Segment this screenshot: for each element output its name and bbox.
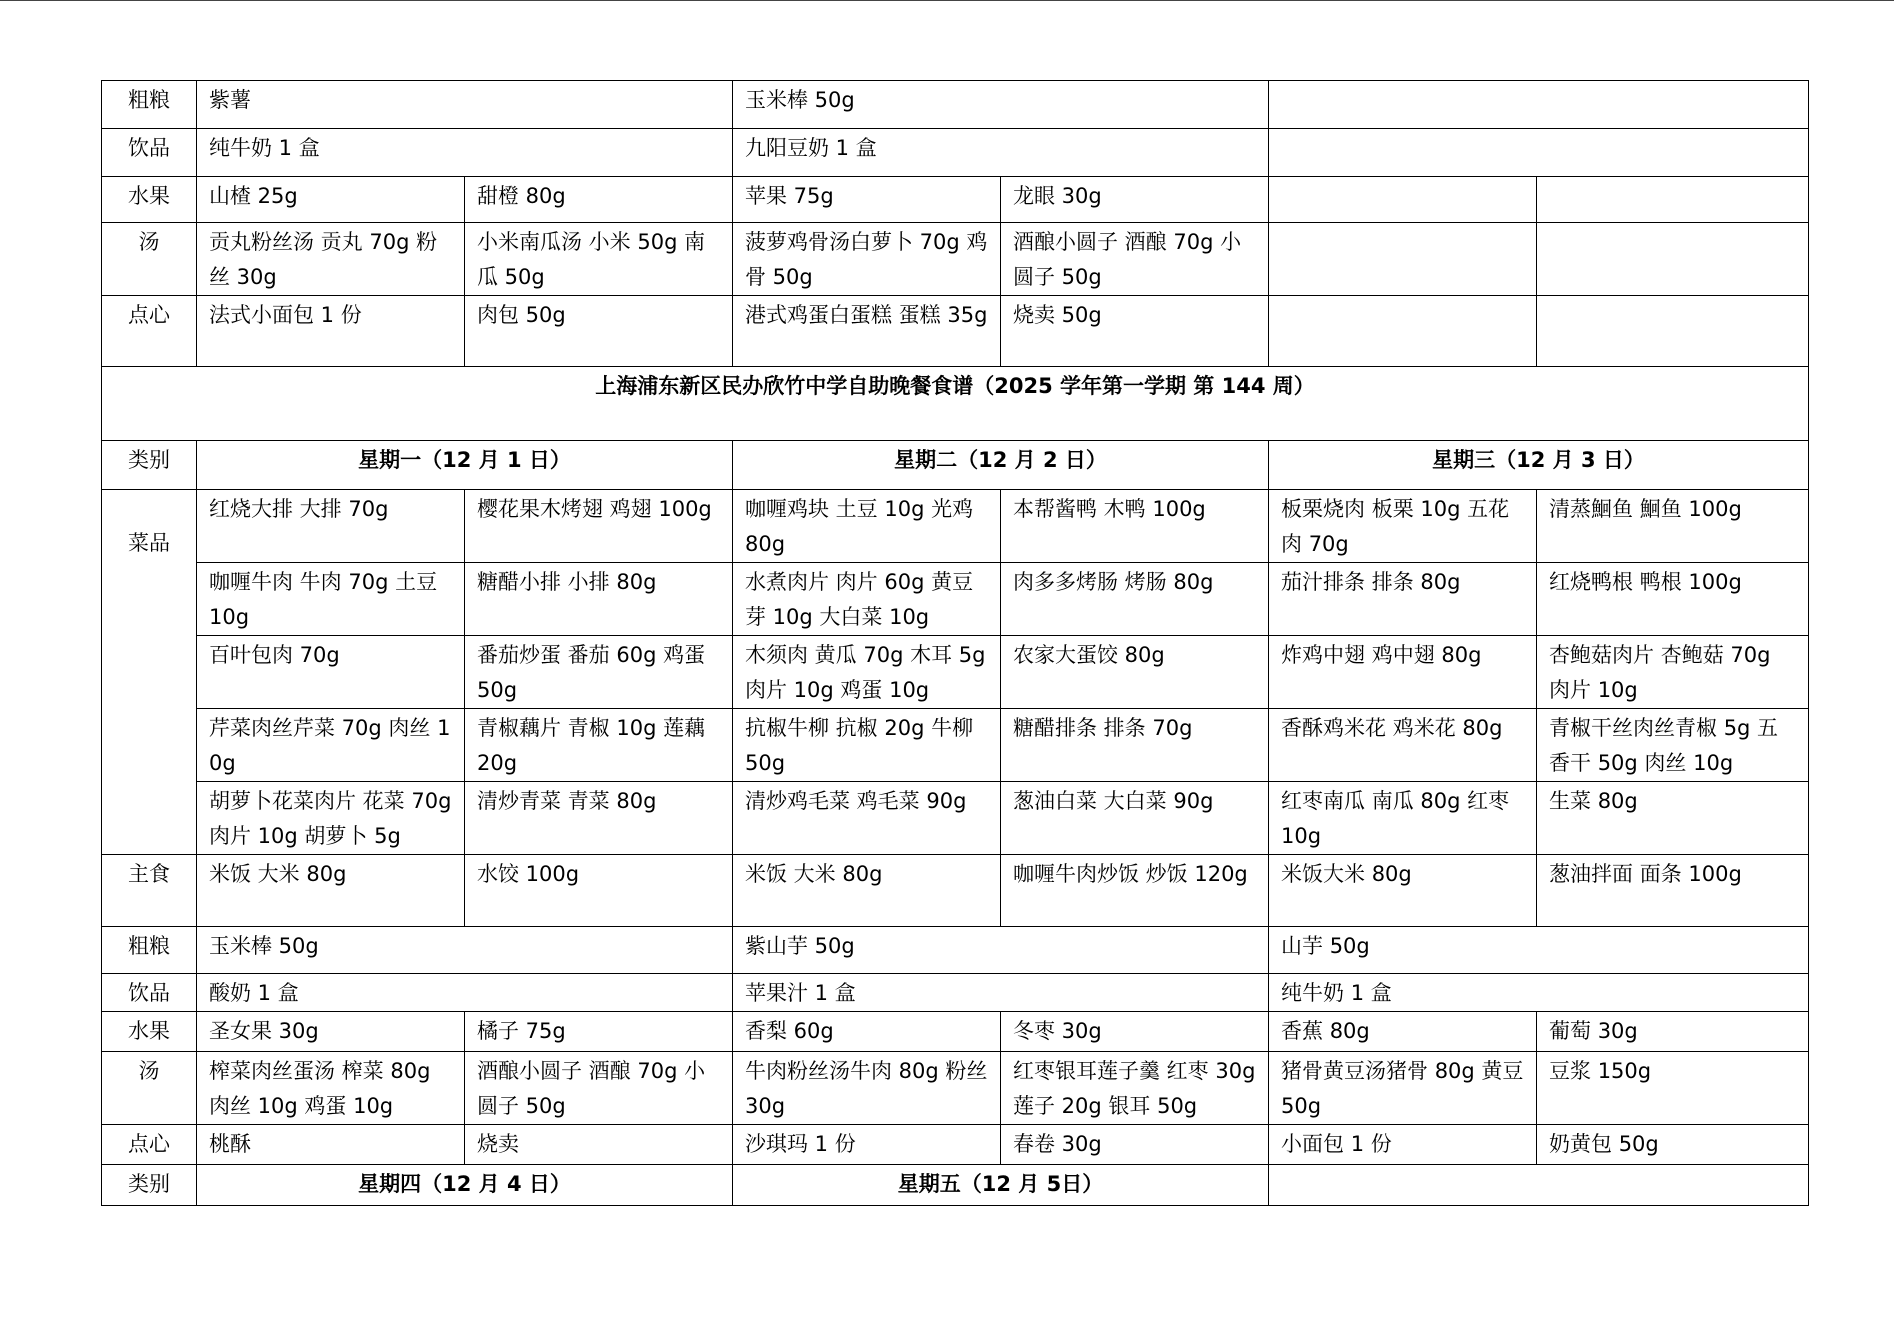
menu-table xyxy=(101,80,1809,1206)
menu-title: 上海浦东新区民办欣竹中学自助晚餐食谱（2025 学年第一学期 第 144 周） xyxy=(102,367,1809,441)
menu-cell: 菠萝鸡骨汤白萝卜 70g 鸡骨 50g xyxy=(733,223,1001,296)
top-snack-row xyxy=(102,296,1809,367)
category-label: 点心 xyxy=(102,296,197,367)
menu-cell: 紫薯 xyxy=(197,81,733,129)
menu-cell: 玉米棒 50g xyxy=(733,81,1269,129)
menu-cell: 芹菜肉丝芹菜 70g 肉丝 10g xyxy=(197,709,465,782)
menu-cell xyxy=(1537,296,1809,367)
menu-cell: 农家大蛋饺 80g xyxy=(1001,636,1269,709)
day-header-tuesday: 星期二（12 月 2 日） xyxy=(733,441,1269,490)
menu-cell: 青椒干丝肉丝青椒 5g 五香干 50g 肉丝 10g xyxy=(1537,709,1809,782)
day-header-friday: 星期五（12 月 5日） xyxy=(733,1165,1269,1206)
menu-cell: 抗椒牛柳 抗椒 20g 牛柳 50g xyxy=(733,709,1001,782)
menu-cell xyxy=(1537,177,1809,223)
category-label: 粗粮 xyxy=(102,81,197,129)
top-drink-row xyxy=(102,129,1809,177)
menu-cell xyxy=(1269,1165,1809,1206)
category-label: 粗粮 xyxy=(102,927,197,974)
dish-row xyxy=(102,636,1809,709)
menu-cell: 胡萝卜花菜肉片 花菜 70g 肉片 10g 胡萝卜 5g xyxy=(197,782,465,855)
menu-cell: 紫山芋 50g xyxy=(733,927,1269,974)
category-label: 水果 xyxy=(102,177,197,223)
menu-cell: 水煮肉片 肉片 60g 黄豆芽 10g 大白菜 10g xyxy=(733,563,1001,636)
menu-cell: 茄汁排条 排条 80g xyxy=(1269,563,1537,636)
menu-cell: 山楂 25g xyxy=(197,177,465,223)
menu-cell: 香蕉 80g xyxy=(1269,1012,1537,1052)
menu-cell: 肉包 50g xyxy=(465,296,733,367)
menu-cell: 纯牛奶 1 盒 xyxy=(197,129,733,177)
dish-row xyxy=(102,563,1809,636)
menu-cell: 葱油白菜 大白菜 90g xyxy=(1001,782,1269,855)
menu-cell xyxy=(1269,129,1809,177)
menu-cell: 小米南瓜汤 小米 50g 南瓜 50g xyxy=(465,223,733,296)
menu-cell: 清蒸鮰鱼 鮰鱼 100g xyxy=(1537,490,1809,563)
menu-cell: 清炒鸡毛菜 鸡毛菜 90g xyxy=(733,782,1001,855)
menu-cell: 奶黄包 50g xyxy=(1537,1125,1809,1165)
menu-cell: 咖喱牛肉炒饭 炒饭 120g xyxy=(1001,855,1269,927)
menu-cell: 糖醋排条 排条 70g xyxy=(1001,709,1269,782)
menu-cell: 贡丸粉丝汤 贡丸 70g 粉丝 30g xyxy=(197,223,465,296)
menu-cell: 香梨 60g xyxy=(733,1012,1001,1052)
menu-cell xyxy=(1537,223,1809,296)
header-row xyxy=(102,441,1809,490)
day-header-wednesday: 星期三（12 月 3 日） xyxy=(1269,441,1809,490)
category-label: 点心 xyxy=(102,1125,197,1165)
top-soup-row xyxy=(102,223,1809,296)
menu-cell: 番茄炒蛋 番茄 60g 鸡蛋 50g xyxy=(465,636,733,709)
category-label: 饮品 xyxy=(102,974,197,1012)
menu-cell: 烧卖 50g xyxy=(1001,296,1269,367)
dish-row xyxy=(102,782,1809,855)
menu-cell: 玉米棒 50g xyxy=(197,927,733,974)
menu-cell xyxy=(1269,223,1537,296)
category-label: 饮品 xyxy=(102,129,197,177)
menu-cell: 猪骨黄豆汤猪骨 80g 黄豆 50g xyxy=(1269,1052,1537,1125)
menu-cell: 酸奶 1 盒 xyxy=(197,974,733,1012)
menu-cell: 龙眼 30g xyxy=(1001,177,1269,223)
snack-row xyxy=(102,1125,1809,1165)
staple-row xyxy=(102,855,1809,927)
category-label: 汤 xyxy=(102,1052,197,1125)
menu-cell: 米饭 大米 80g xyxy=(733,855,1001,927)
menu-cell: 米饭大米 80g xyxy=(1269,855,1537,927)
menu-cell: 红烧大排 大排 70g xyxy=(197,490,465,563)
menu-cell: 水饺 100g xyxy=(465,855,733,927)
menu-cell: 肉多多烤肠 烤肠 80g xyxy=(1001,563,1269,636)
menu-cell: 糖醋小排 小排 80g xyxy=(465,563,733,636)
menu-cell: 板栗烧肉 板栗 10g 五花肉 70g xyxy=(1269,490,1537,563)
menu-cell: 清炒青菜 青菜 80g xyxy=(465,782,733,855)
menu-cell: 百叶包肉 70g xyxy=(197,636,465,709)
category-header: 类别 xyxy=(102,441,197,490)
menu-cell xyxy=(1269,296,1537,367)
menu-cell: 纯牛奶 1 盒 xyxy=(1269,974,1809,1012)
menu-cell: 橘子 75g xyxy=(465,1012,733,1052)
category-header: 类别 xyxy=(102,1165,197,1206)
menu-cell: 青椒藕片 青椒 10g 莲藕 20g xyxy=(465,709,733,782)
menu-cell: 沙琪玛 1 份 xyxy=(733,1125,1001,1165)
menu-cell: 小面包 1 份 xyxy=(1269,1125,1537,1165)
menu-cell: 冬枣 30g xyxy=(1001,1012,1269,1052)
drink-row xyxy=(102,974,1809,1012)
menu-cell: 桃酥 xyxy=(197,1125,465,1165)
menu-cell: 红枣南瓜 南瓜 80g 红枣 10g xyxy=(1269,782,1537,855)
fruit-row xyxy=(102,1012,1809,1052)
menu-cell: 豆浆 150g xyxy=(1537,1052,1809,1125)
day-header-monday: 星期一（12 月 1 日） xyxy=(197,441,733,490)
menu-cell: 咖喱鸡块 土豆 10g 光鸡 80g xyxy=(733,490,1001,563)
category-label: 水果 xyxy=(102,1012,197,1052)
category-label: 汤 xyxy=(102,223,197,296)
menu-cell xyxy=(1269,81,1809,129)
menu-cell: 圣女果 30g xyxy=(197,1012,465,1052)
menu-cell: 九阳豆奶 1 盒 xyxy=(733,129,1269,177)
menu-cell: 牛肉粉丝汤牛肉 80g 粉丝 30g xyxy=(733,1052,1001,1125)
grain-row xyxy=(102,927,1809,974)
menu-cell: 红烧鸭根 鸭根 100g xyxy=(1537,563,1809,636)
top-fruit-row xyxy=(102,177,1809,223)
menu-cell: 苹果 75g xyxy=(733,177,1001,223)
menu-cell: 烧卖 xyxy=(465,1125,733,1165)
menu-cell: 咖喱牛肉 牛肉 70g 土豆 10g xyxy=(197,563,465,636)
category-label: 主食 xyxy=(102,855,197,927)
footer-header-row xyxy=(102,1165,1809,1206)
menu-cell: 酒酿小圆子 酒酿 70g 小圆子 50g xyxy=(465,1052,733,1125)
menu-cell: 酒酿小圆子 酒酿 70g 小圆子 50g xyxy=(1001,223,1269,296)
soup-row xyxy=(102,1052,1809,1125)
menu-cell: 山芋 50g xyxy=(1269,927,1809,974)
menu-cell: 本帮酱鸭 木鸭 100g xyxy=(1001,490,1269,563)
menu-cell xyxy=(1269,177,1537,223)
menu-cell: 港式鸡蛋白蛋糕 蛋糕 35g xyxy=(733,296,1001,367)
menu-cell: 米饭 大米 80g xyxy=(197,855,465,927)
menu-cell: 葱油拌面 面条 100g xyxy=(1537,855,1809,927)
menu-cell: 炸鸡中翅 鸡中翅 80g xyxy=(1269,636,1537,709)
menu-cell: 杏鲍菇肉片 杏鲍菇 70g 肉片 10g xyxy=(1537,636,1809,709)
top-grain-row xyxy=(102,81,1809,129)
menu-cell: 樱花果木烤翅 鸡翅 100g xyxy=(465,490,733,563)
menu-cell: 香酥鸡米花 鸡米花 80g xyxy=(1269,709,1537,782)
menu-cell: 生菜 80g xyxy=(1537,782,1809,855)
dish-row xyxy=(102,490,1809,563)
menu-cell: 春卷 30g xyxy=(1001,1125,1269,1165)
title-row xyxy=(102,367,1809,441)
menu-cell: 红枣银耳莲子羹 红枣 30g 莲子 20g 银耳 50g xyxy=(1001,1052,1269,1125)
menu-cell: 苹果汁 1 盒 xyxy=(733,974,1269,1012)
menu-cell: 木须肉 黄瓜 70g 木耳 5g 肉片 10g 鸡蛋 10g xyxy=(733,636,1001,709)
day-header-thursday: 星期四（12 月 4 日） xyxy=(197,1165,733,1206)
page-top-border xyxy=(0,0,1894,1)
menu-cell: 榨菜肉丝蛋汤 榨菜 80g 肉丝 10g 鸡蛋 10g xyxy=(197,1052,465,1125)
menu-cell: 葡萄 30g xyxy=(1537,1012,1809,1052)
dish-row xyxy=(102,709,1809,782)
menu-cell: 甜橙 80g xyxy=(465,177,733,223)
menu-cell: 法式小面包 1 份 xyxy=(197,296,465,367)
category-label: 菜品 xyxy=(102,490,197,855)
